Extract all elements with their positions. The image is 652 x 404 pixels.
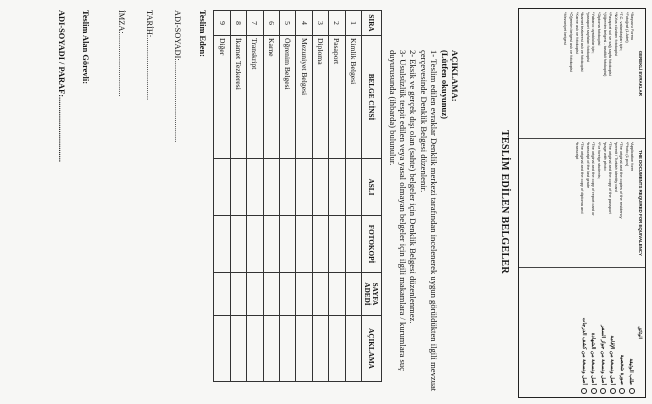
requirement-line: *Application form xyxy=(630,141,636,172)
english-requirements-list xyxy=(574,142,636,265)
explanation-item-1: 1- Teslim edilen evraklar Denklik merkezi tarafından incelenerek uygun görüldükten ilgili mevzuat çerçevesinde Denklik Belgesi düzenlenir. xyxy=(418,50,440,392)
checkbox-circle-icon xyxy=(591,388,597,394)
requirement-line: *Karne aslı ve fotokopisi xyxy=(574,12,580,54)
photocopy-cell xyxy=(230,216,246,273)
requirement-line: *The original and the copy of report card or xyxy=(591,141,597,216)
explanation-item-3: 3- Usulsüzlük tespit edilen veya yasal olmayan belgeler için ilgili makamlara / kurumlara suç duyurusunda (ihbarda) bulunulur. xyxy=(387,50,408,371)
requirement-line: *Öğrenim belgesi aslı ve fotokopisi xyxy=(568,12,574,72)
photocopy-cell xyxy=(312,216,328,273)
original-cell xyxy=(296,159,312,216)
photocopy-cell xyxy=(247,216,263,273)
requirement-line: *permit / Turkish identity card xyxy=(613,141,619,192)
requirement-line: *Başvuru Formu xyxy=(630,12,636,41)
requirement-line: أصل ونسخة من الشهادة xyxy=(588,271,598,394)
page-count-cell xyxy=(345,273,361,316)
original-cell xyxy=(329,159,345,216)
original-cell xyxy=(247,159,263,216)
requirement-line: *(öğrenim belgesi - tasdikli fotokopisi) xyxy=(602,12,608,77)
english-requirements-column xyxy=(519,139,645,269)
arabic-requirements-column xyxy=(519,268,645,397)
checkbox-circle-icon xyxy=(581,388,587,394)
requirement-line: أصل ونسخة من الإقامة xyxy=(607,271,617,394)
document-type: Öğrenim Belgesi xyxy=(280,36,296,159)
notes-cell xyxy=(247,316,263,382)
row-number: 6 xyxy=(263,11,279,36)
turkish-requirements-list xyxy=(563,12,636,135)
requirement-line: أصل ونسخة من كشف الدرجات xyxy=(579,271,589,394)
requirement-line: طلب الوثيقة xyxy=(626,271,636,394)
document-type: Karne xyxy=(263,36,279,159)
requirement-line: *Yabancı uyruklular için; xyxy=(591,12,597,54)
requirement-line: *Fotoğraf (1 Adet) xyxy=(624,12,630,43)
page-count-cell xyxy=(247,273,263,316)
requirement-line: *The original and the copies of the residency xyxy=(619,141,625,219)
row-number: 8 xyxy=(230,11,246,36)
row-number: 4 xyxy=(296,11,312,36)
notes-cell xyxy=(345,316,361,382)
notes-cell xyxy=(296,316,312,382)
signature-field: İMZA:.............................. xyxy=(117,10,126,97)
col-header-sira: SIRA xyxy=(362,11,382,36)
arabic-heading: الوثائق xyxy=(638,326,643,339)
original-cell xyxy=(230,159,246,216)
page-count-cell xyxy=(280,273,296,316)
page-count-cell xyxy=(329,273,345,316)
requirement-line: أصل ونسخة من جواز السفر xyxy=(598,271,608,394)
turkish-heading: GEREKLİ EVRAKLAR xyxy=(638,50,643,96)
document-type: Kimlik Belgesi xyxy=(345,36,361,159)
requirement-line: *Nüfus cüzdanı fotokopisi xyxy=(613,12,619,56)
checkbox-circle-icon xyxy=(610,388,616,394)
document-type: İkamet Tezkeresi xyxy=(230,36,246,159)
document-type: Diploma xyxy=(312,36,328,159)
original-cell xyxy=(214,159,230,216)
document-type: Pasaport xyxy=(329,36,345,159)
explanation-heading: AÇIKLAMA: xyxy=(450,50,460,102)
notes-cell xyxy=(214,316,230,382)
photocopy-cell xyxy=(329,216,345,273)
original-cell xyxy=(345,159,361,216)
notes-cell xyxy=(280,316,296,382)
requirement-line: *transcript xyxy=(574,141,580,160)
page-count-cell xyxy=(312,273,328,316)
col-header-asli: ASLI xyxy=(362,159,382,216)
photocopy-cell xyxy=(280,216,296,273)
original-cell xyxy=(312,159,328,216)
english-heading: THE DOCUMENTS REQUIRED FOR EQUIVALENCY xyxy=(638,150,643,256)
received-by-name-field: ADI-SOYADI / PARAF:............................... xyxy=(57,10,66,162)
col-header-sayfa: SAYFA ADEDİ xyxy=(362,273,382,316)
notes-cell xyxy=(312,316,328,382)
requirement-line: *transcript of the last grade xyxy=(585,141,591,189)
page-count-cell xyxy=(296,273,312,316)
row-number: 3 xyxy=(312,11,328,36)
table-body xyxy=(214,11,362,382)
col-header-belge: BELGE CİNSİ xyxy=(362,36,382,159)
photocopy-cell xyxy=(263,216,279,273)
requirement-line: *pasaport sayfaları fotokopisi xyxy=(585,12,591,62)
requirement-line: *T.C. vatandaşları için; xyxy=(619,12,625,51)
requirement-line: *Mezuniyet belgesi xyxy=(563,12,569,45)
photocopy-cell xyxy=(345,216,361,273)
row-number: 9 xyxy=(214,11,230,36)
col-header-fotokopi: FOTOKOPİ xyxy=(362,216,382,273)
table-header-row xyxy=(362,11,382,382)
col-header-aciklama: AÇIKLAMA xyxy=(362,316,382,382)
table-row xyxy=(345,11,361,382)
requirement-line: *page with photo xyxy=(602,141,608,171)
table-row xyxy=(280,11,296,382)
table-row xyxy=(230,11,246,382)
received-by-label: Teslim Alan Görevli: xyxy=(81,10,90,84)
requirement-line: صورة شخصية xyxy=(617,271,627,394)
document-type: Diğer xyxy=(214,36,230,159)
requirement-line: *For foreign students; xyxy=(596,141,602,179)
explanation-subheading: (Lütfen okuyunuz) xyxy=(439,50,450,120)
date-field: TARİH:.............................. xyxy=(145,10,154,101)
photocopy-cell xyxy=(214,216,230,273)
documents-table xyxy=(213,10,382,382)
document-title: TESLİM EDİLEN BELGELER xyxy=(499,130,510,274)
requirement-line: *ikamet tezkeresi aslı ve fotokopisi xyxy=(580,12,586,72)
table-row xyxy=(214,11,230,382)
original-cell xyxy=(280,159,296,216)
checkbox-circle-icon xyxy=(600,388,606,394)
table-row xyxy=(263,11,279,382)
table-row xyxy=(296,11,312,382)
arabic-requirements-list xyxy=(579,271,636,394)
table-row xyxy=(247,11,263,382)
requirement-line: *The original and the copy of diploma and xyxy=(580,141,586,214)
checkbox-circle-icon xyxy=(629,388,635,394)
original-cell xyxy=(263,159,279,216)
notes-cell xyxy=(230,316,246,382)
page-count-cell xyxy=(263,273,279,316)
notes-cell xyxy=(263,316,279,382)
photocopy-cell xyxy=(296,216,312,273)
delivered-by-name-field: ADI-SOYADI:....................................... xyxy=(173,10,182,143)
requirement-line: *Pasaport sol ve sağ sayfa fotokopisi xyxy=(608,12,614,76)
checkbox-circle-icon xyxy=(619,388,625,394)
row-number: 7 xyxy=(247,11,263,36)
table-row xyxy=(312,11,328,382)
explanation-section xyxy=(387,50,460,395)
page-count-cell xyxy=(214,273,230,316)
required-documents-box xyxy=(518,8,646,398)
turkish-requirements-column xyxy=(519,9,645,139)
delivered-by-label: Teslim Eden: xyxy=(198,10,207,57)
table-row xyxy=(329,11,345,382)
document-type: Mezuniyet Belgesi xyxy=(296,36,312,159)
requirement-line: *Diploma fotokopisi xyxy=(596,12,602,46)
row-number: 1 xyxy=(345,11,361,36)
document-type: Transkript xyxy=(247,36,263,159)
requirement-line: *Photo (1 pcs) xyxy=(624,141,630,167)
row-number: 2 xyxy=(329,11,345,36)
requirement-line: *The original and the copy of the passport xyxy=(608,141,614,214)
notes-cell xyxy=(329,316,345,382)
row-number: 5 xyxy=(280,11,296,36)
explanation-item-2: 2- Eksik ve gerçek dışı olan (sahte) belgeler için Denklik Belgesi düzenlenmez. xyxy=(408,50,419,324)
page-count-cell xyxy=(230,273,246,316)
